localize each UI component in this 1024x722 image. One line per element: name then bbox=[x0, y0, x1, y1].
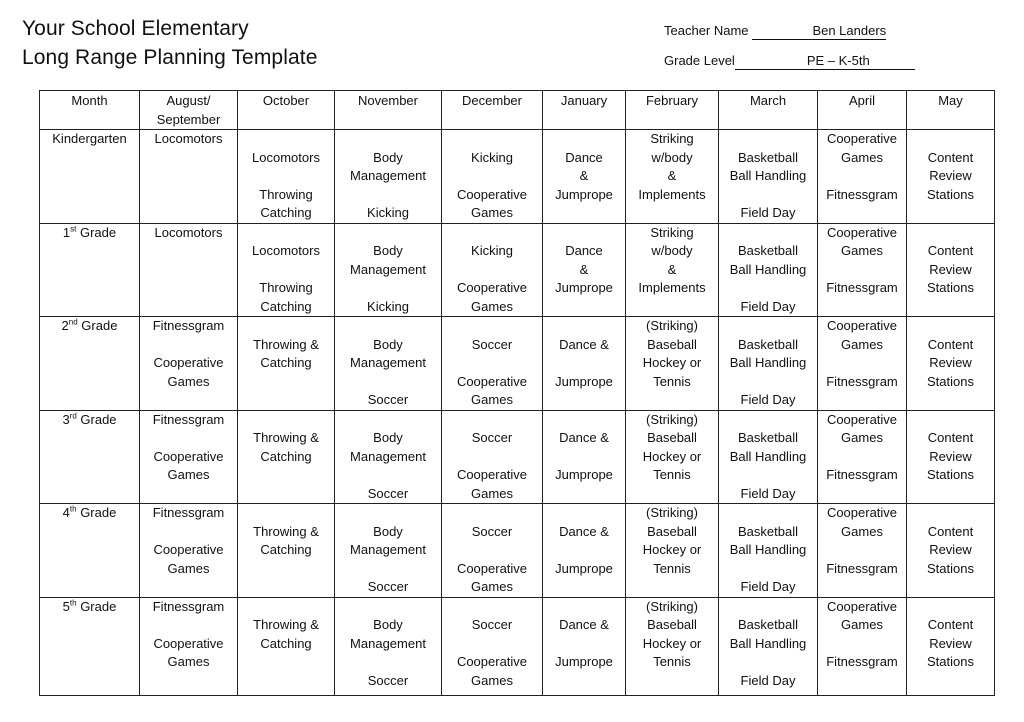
table-cell: (Striking) Baseball Hockey or Tennis bbox=[626, 504, 719, 598]
grade-label bbox=[40, 410, 140, 504]
table-cell: Dance & Jumprope bbox=[543, 410, 626, 504]
table-cell: Dance & Jumprope bbox=[543, 223, 626, 317]
grade-label-number: 3 bbox=[62, 411, 70, 427]
grade-label bbox=[40, 504, 140, 598]
table-cell: Soccer Cooperative Games bbox=[442, 317, 543, 411]
table-cell: Throwing & Catching bbox=[238, 597, 335, 695]
table-cell: Body Management Soccer bbox=[335, 410, 442, 504]
table-cell: Locomotors bbox=[140, 130, 238, 224]
table-cell: Fitnessgram Cooperative Games bbox=[140, 410, 238, 504]
table-body bbox=[40, 130, 995, 696]
table-cell: Content Review Stations bbox=[907, 597, 995, 695]
table-cell: Soccer Cooperative Games bbox=[442, 410, 543, 504]
table-cell: Basketball Ball Handling Field Day bbox=[719, 130, 818, 224]
column-header: February bbox=[626, 91, 719, 130]
table-cell: Content Review Stations bbox=[907, 130, 995, 224]
table-cell: (Striking) Baseball Hockey or Tennis bbox=[626, 317, 719, 411]
table-cell: Throwing & Catching bbox=[238, 504, 335, 598]
table-cell: Content Review Stations bbox=[907, 410, 995, 504]
table-row bbox=[40, 504, 995, 598]
table-cell: Locomotors Throwing Catching bbox=[238, 130, 335, 224]
grade-label-number: Kindergarten bbox=[52, 131, 127, 146]
table-cell: Dance & Jumprope bbox=[543, 504, 626, 598]
grade-label-suffix: Grade bbox=[76, 505, 117, 520]
grade-label-suffix: Grade bbox=[76, 411, 117, 427]
table-cell: Striking w/body & Implements bbox=[626, 130, 719, 224]
table-cell: Body Management Kicking bbox=[335, 223, 442, 317]
grade-label bbox=[40, 130, 140, 224]
planning-table bbox=[39, 90, 995, 696]
grade-label-ordinal: rd bbox=[69, 411, 77, 421]
table-cell: Basketball Ball Handling Field Day bbox=[719, 410, 818, 504]
table-cell: Dance & Jumprope bbox=[543, 317, 626, 411]
table-cell: Cooperative Games Fitnessgram bbox=[818, 410, 907, 504]
table-cell: Content Review Stations bbox=[907, 317, 995, 411]
document-title: Your School Elementary bbox=[22, 17, 249, 40]
table-cell: Cooperative Games Fitnessgram bbox=[818, 504, 907, 598]
grade-label bbox=[40, 317, 140, 411]
grade-label-number: 5 bbox=[62, 598, 70, 614]
grade-level-field bbox=[664, 53, 915, 70]
table-cell: Dance & Jumprope bbox=[543, 597, 626, 695]
table-cell: Locomotors Throwing Catching bbox=[238, 223, 335, 317]
table-cell: (Striking) Baseball Hockey or Tennis bbox=[626, 410, 719, 504]
grade-level-label: Grade Level bbox=[664, 53, 735, 68]
table-row bbox=[40, 597, 995, 695]
table-cell: Basketball Ball Handling Field Day bbox=[719, 504, 818, 598]
table-cell: Fitnessgram Cooperative Games bbox=[140, 597, 238, 695]
table-cell: Body Management Soccer bbox=[335, 504, 442, 598]
table-cell: Striking w/body & Implements bbox=[626, 223, 719, 317]
table-cell: Cooperative Games Fitnessgram bbox=[818, 597, 907, 695]
grade-label-suffix: Grade bbox=[76, 598, 117, 614]
grade-label-ordinal: th bbox=[69, 598, 77, 608]
grade-label-ordinal: st bbox=[70, 224, 77, 234]
column-header: January bbox=[543, 91, 626, 130]
table-cell: Basketball Ball Handling Field Day bbox=[719, 317, 818, 411]
table-cell: Cooperative Games Fitnessgram bbox=[818, 223, 907, 317]
table-header-row bbox=[40, 91, 995, 130]
table-cell: Throwing & Catching bbox=[238, 410, 335, 504]
table-row bbox=[40, 130, 995, 224]
table-cell: Fitnessgram Cooperative Games bbox=[140, 317, 238, 411]
table-cell: Body Management Soccer bbox=[335, 317, 442, 411]
table-cell: Soccer Cooperative Games bbox=[442, 504, 543, 598]
grade-label-suffix: Grade bbox=[77, 318, 118, 333]
column-header: March bbox=[719, 91, 818, 130]
teacher-name-label: Teacher Name bbox=[664, 23, 749, 38]
column-header: December bbox=[442, 91, 543, 130]
grade-label-number: 2 bbox=[61, 318, 69, 333]
column-header: Month bbox=[40, 91, 140, 130]
column-header: October bbox=[238, 91, 335, 130]
table-row bbox=[40, 317, 995, 411]
grade-level-value: PE – K-5th bbox=[735, 53, 915, 70]
column-header: August/ September bbox=[140, 91, 238, 130]
table-row bbox=[40, 223, 995, 317]
grade-label-number: 4 bbox=[62, 505, 70, 520]
table-cell: Kicking Cooperative Games bbox=[442, 223, 543, 317]
teacher-name-value: Ben Landers bbox=[752, 23, 886, 40]
table-cell: Locomotors bbox=[140, 223, 238, 317]
grade-label-suffix: Grade bbox=[76, 224, 117, 240]
column-header: April bbox=[818, 91, 907, 130]
table-cell: Cooperative Games Fitnessgram bbox=[818, 130, 907, 224]
table-cell: Content Review Stations bbox=[907, 504, 995, 598]
grade-label bbox=[40, 223, 140, 317]
document-subtitle: Long Range Planning Template bbox=[22, 46, 318, 69]
table-row bbox=[40, 410, 995, 504]
grade-label bbox=[40, 597, 140, 695]
table-cell: Basketball Ball Handling Field Day bbox=[719, 597, 818, 695]
grade-label-number: 1 bbox=[62, 224, 71, 240]
table-cell: Soccer Cooperative Games bbox=[442, 597, 543, 695]
grade-label-ordinal: th bbox=[69, 504, 77, 514]
table-cell: Body Management Kicking bbox=[335, 130, 442, 224]
table-cell: Fitnessgram Cooperative Games bbox=[140, 504, 238, 598]
column-header: November bbox=[335, 91, 442, 130]
column-header: May bbox=[907, 91, 995, 130]
grade-label-ordinal: nd bbox=[68, 317, 78, 327]
table-cell: Content Review Stations bbox=[907, 223, 995, 317]
table-cell: Dance & Jumprope bbox=[543, 130, 626, 224]
table-cell: Cooperative Games Fitnessgram bbox=[818, 317, 907, 411]
table-cell: Throwing & Catching bbox=[238, 317, 335, 411]
table-cell: (Striking) Baseball Hockey or Tennis bbox=[626, 597, 719, 695]
table-cell: Basketball Ball Handling Field Day bbox=[719, 223, 818, 317]
table-cell: Body Management Soccer bbox=[335, 597, 442, 695]
table-cell: Kicking Cooperative Games bbox=[442, 130, 543, 224]
teacher-name-field bbox=[664, 23, 886, 40]
